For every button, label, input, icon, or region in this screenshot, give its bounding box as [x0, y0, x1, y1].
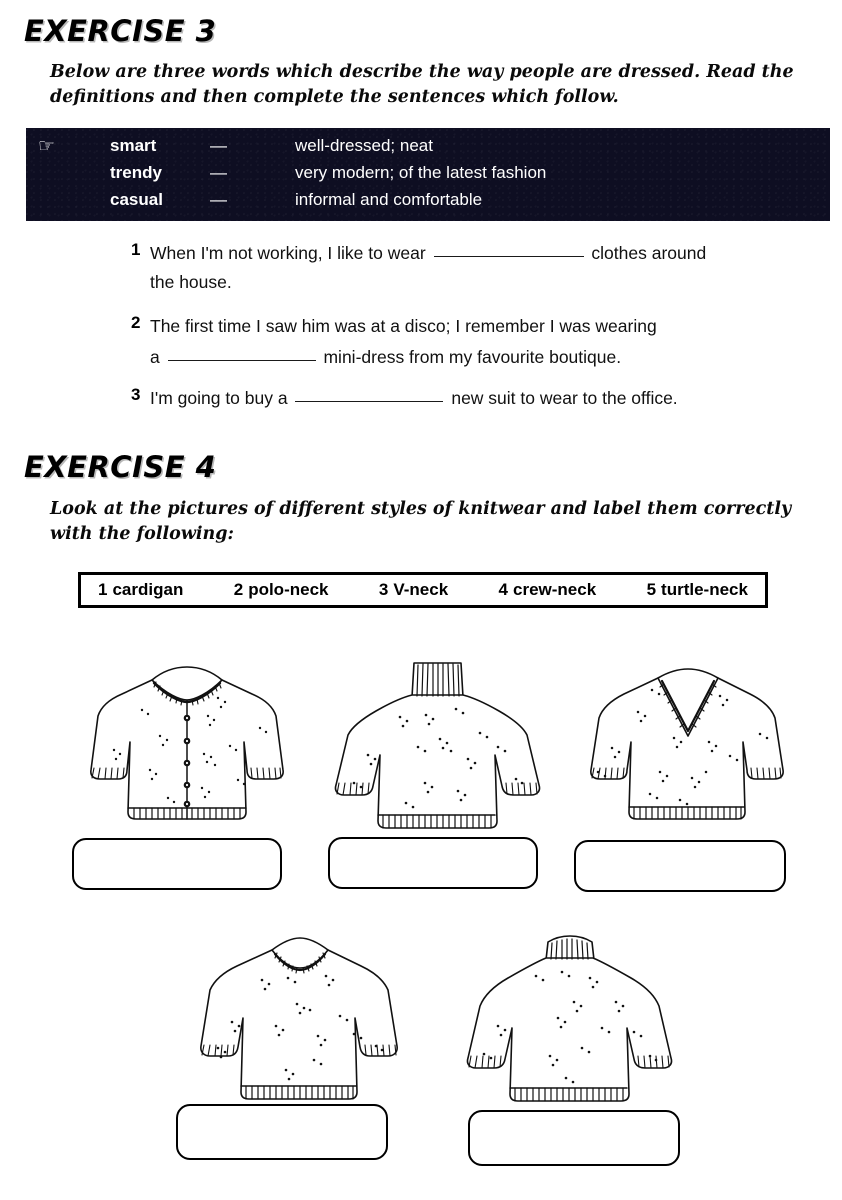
definition-meaning: well-dressed; neat [295, 136, 433, 155]
question-2-blank[interactable] [168, 360, 316, 361]
exercise-4-instruction: Look at the pictures of different styles of knitwear and label them correctly with the following: [50, 499, 792, 544]
word-bank-number-1: 1 [98, 580, 108, 599]
definition-word: casual [110, 190, 163, 209]
vneck-sweater-illustration [580, 660, 795, 840]
word-bank-item-2[interactable] [234, 580, 329, 600]
word-bank-box [78, 572, 768, 608]
definition-row [110, 136, 546, 163]
answer-box-5[interactable] [468, 1110, 680, 1166]
question-2-line-2 [150, 343, 621, 372]
cardigan-sweater-illustration [80, 658, 295, 838]
word-bank-item-3[interactable] [379, 580, 448, 600]
question-1-text-after: clothes around [591, 243, 707, 263]
word-bank-label-1: cardigan [112, 580, 184, 599]
question-2-text-before: a [150, 347, 160, 367]
question-1-line-2: the house. [150, 272, 232, 292]
definition-row [110, 163, 546, 190]
word-bank-number-5: 5 [646, 580, 657, 599]
question-2-line-1: The first time I saw him was at a disco; I remember I was wearing [150, 316, 657, 336]
question-1-line-1 [150, 239, 706, 268]
question-3-text-before: I'm going to buy a [150, 388, 288, 408]
definition-word: smart [110, 136, 157, 155]
question-1-text-before: When I'm not working, I like to wear [150, 243, 426, 263]
answer-box-1[interactable] [72, 838, 282, 890]
word-bank-item-1[interactable] [98, 580, 183, 600]
word-bank-number-2: 2 [233, 580, 244, 599]
turtleneck-sweater-illustration [330, 655, 545, 840]
definition-row [110, 190, 546, 217]
word-bank-item-4[interactable] [499, 580, 597, 600]
definition-panel [26, 128, 830, 221]
word-bank-label-2: polo-neck [248, 580, 329, 599]
answer-box-4[interactable] [176, 1104, 388, 1160]
question-3-number: 3 [131, 385, 141, 404]
crewneck-sweater-illustration [192, 930, 407, 1115]
definition-dash: — [210, 190, 227, 209]
question-3-text-after: new suit to wear to the office. [451, 388, 678, 408]
exercise-3-heading: EXERCISE 3 [24, 14, 217, 48]
question-3-line-1 [150, 384, 678, 413]
answer-box-3[interactable] [574, 840, 786, 892]
question-2-number: 2 [131, 313, 141, 332]
poloneck-sweater-illustration [462, 930, 677, 1115]
definition-word: trendy [110, 163, 162, 182]
definition-meaning: informal and comfortable [295, 190, 483, 209]
word-bank-item-5[interactable] [647, 580, 748, 600]
exercise-3-instruction: Below are three words which describe the way people are dressed. Read the definitions and then complete the sentences which follow. [50, 62, 794, 107]
question-1-number: 1 [131, 240, 141, 259]
exercise-4-heading: EXERCISE 4 [24, 450, 217, 484]
question-1-blank[interactable] [434, 256, 584, 257]
definition-rows [110, 136, 546, 217]
word-bank-label-5: turtle-neck [661, 580, 748, 599]
question-3-blank[interactable] [295, 401, 443, 402]
question-2-text-after: mini-dress from my favourite boutique. [323, 347, 622, 367]
definition-meaning: very modern; of the latest fashion [295, 163, 547, 182]
word-bank-number-3: 3 [378, 580, 389, 599]
word-bank-label-4: crew-neck [513, 580, 597, 599]
word-bank-label-3: V-neck [393, 580, 449, 599]
pointing-hand-icon: ☞ [38, 135, 56, 157]
answer-box-2[interactable] [328, 837, 538, 889]
definition-dash: — [210, 163, 227, 182]
word-bank-number-4: 4 [498, 580, 509, 599]
definition-dash: — [210, 136, 227, 155]
